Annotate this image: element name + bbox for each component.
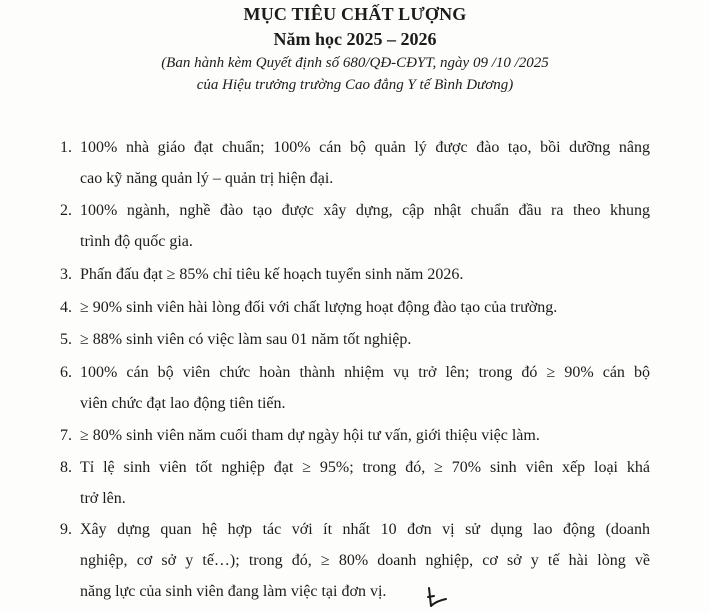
goal-number: 1. — [60, 139, 72, 156]
goal-text-line: trình độ quốc gia. — [80, 233, 193, 250]
goal-text-line: năng lực của sinh viên đang làm việc tại đơn vị. — [80, 583, 387, 600]
goal-text-line: 100% nhà giáo đạt chuẩn; 100% cán bộ quản lý được đào tạo, bồi dưỡng nâng — [80, 139, 650, 156]
goal-text-line: ≥ 90% sinh viên hài lòng đối với chất lượng hoạt động đào tạo của trường. — [80, 299, 558, 316]
goal-number: 6. — [60, 364, 72, 381]
goal-text-line: 100% ngành, nghề đào tạo được xây dựng, cập nhật chuẩn đầu ra theo khung — [80, 202, 650, 219]
decree-reference-line2: của Hiệu trưởng trường Cao đẳng Y tế Bình Dương) — [196, 77, 514, 93]
goal-text-line: 100% cán bộ viên chức hoàn thành nhiệm vụ trở lên; trong đó ≥ 90% cán bộ — [80, 364, 650, 381]
goal-number: 4. — [60, 299, 72, 316]
goal-number: 7. — [60, 427, 72, 444]
goal-text-line: ≥ 88% sinh viên có việc làm sau 01 năm tốt nghiệp. — [80, 331, 412, 348]
initials-signature-icon — [424, 586, 448, 608]
document-subtitle: Năm học 2025 – 2026 — [273, 29, 437, 49]
goal-text-line: ≥ 80% sinh viên năm cuối tham dự ngày hội tư vấn, giới thiệu việc làm. — [80, 427, 540, 444]
goal-text-line: trở lên. — [80, 490, 126, 507]
goal-number: 5. — [60, 331, 72, 348]
document-title: MỤC TIÊU CHẤT LƯỢNG — [243, 4, 467, 24]
goal-text-line: cao kỹ năng quản lý – quản trị hiện đại. — [80, 170, 334, 187]
decree-reference-line1: (Ban hành kèm Quyết định số 680/QĐ-CĐYT, ngày 09 /10 /2025 — [161, 55, 549, 71]
goal-text-line: Phấn đấu đạt ≥ 85% chỉ tiêu kế hoạch tuyển sinh năm 2026. — [80, 266, 464, 283]
goal-number: 2. — [60, 202, 72, 219]
goal-text-line: viên chức đạt lao động tiên tiến. — [80, 395, 286, 412]
goal-number: 3. — [60, 266, 72, 283]
goal-text-line: nghiệp, cơ sở y tế…); trong đó, ≥ 80% doanh nghiệp, cơ sở y tế hài lòng về — [80, 552, 650, 569]
goal-number: 8. — [60, 459, 72, 476]
goal-text-line: Xây dựng quan hệ hợp tác với ít nhất 10 đơn vị sử dụng lao động (doanh — [80, 521, 650, 538]
goal-number: 9. — [60, 521, 72, 538]
goal-text-line: Tỉ lệ sinh viên tốt nghiệp đạt ≥ 95%; trong đó, ≥ 70% sinh viên xếp loại khá — [80, 459, 650, 476]
